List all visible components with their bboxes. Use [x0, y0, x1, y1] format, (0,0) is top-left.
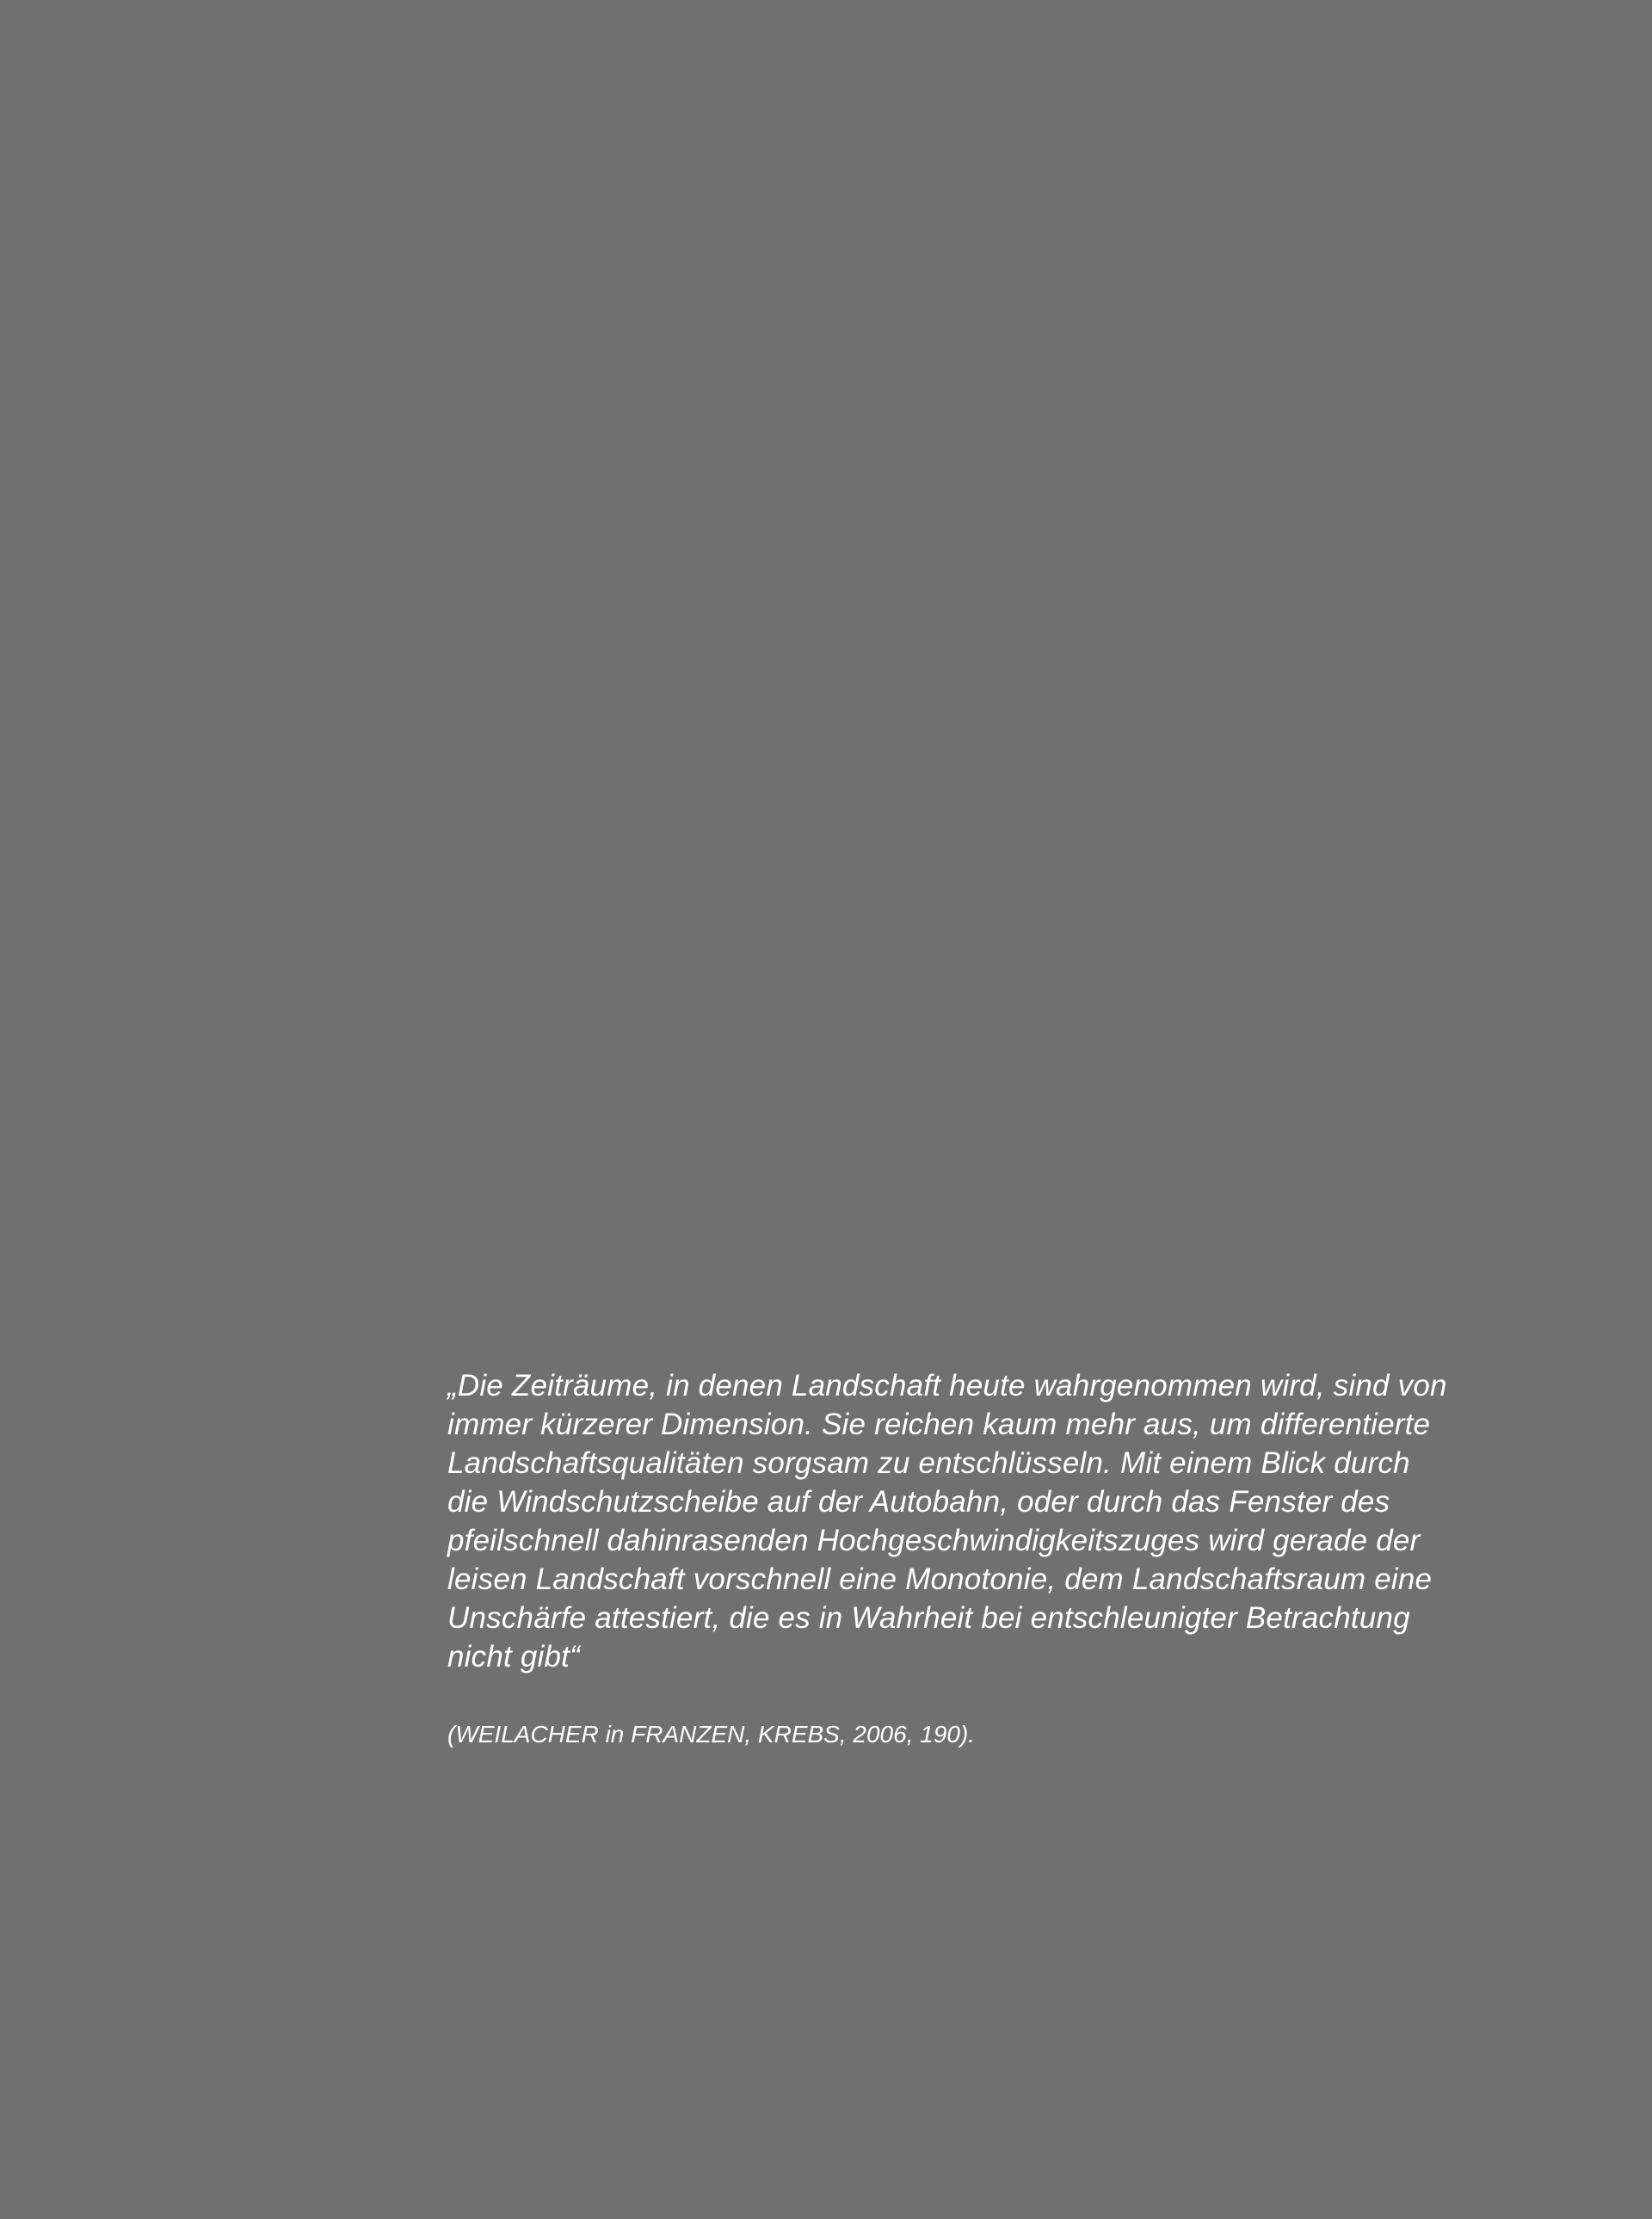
quote-line-5: pfeilschnell dahinrasenden Hochgeschwindigkeitszuges wird gerade der	[447, 1524, 1421, 1557]
quote-line-3: Landschaftsqualitäten sorgsam zu entschlüsseln. Mit einem Blick durch	[447, 1446, 1410, 1480]
quote-block	[447, 1366, 1566, 1750]
quote-line-1: „Die Zeiträume, in denen Landschaft heute wahrgenommen wird, sind von	[447, 1369, 1447, 1402]
citation: (WEILACHER in FRANZEN, KREBS, 2006, 190).	[447, 1721, 976, 1747]
quote-line-6: leisen Landschaft vorschnell eine Monotonie, dem Landschaftsraum eine	[447, 1563, 1433, 1596]
quote-line-7: Unschärfe attestiert, die es in Wahrheit bei entschleunigter Betrachtung	[447, 1601, 1410, 1635]
quote-line-8: nicht gibt“	[447, 1640, 580, 1673]
quote-line-2: immer kürzerer Dimension. Sie reichen kaum mehr aus, um differentierte	[447, 1408, 1431, 1441]
quote-line-4: die Windschutzscheibe auf der Autobahn, oder durch das Fenster des	[447, 1485, 1390, 1519]
